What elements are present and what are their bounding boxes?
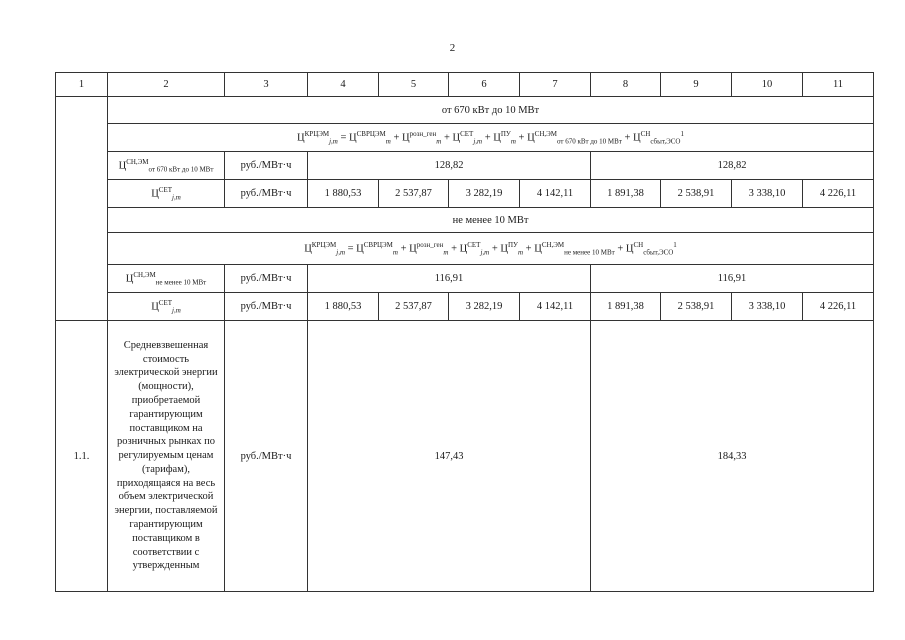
row-label: $Ц^{СН,ЭМ}_{не менее 10 МВт}$ bbox=[108, 265, 225, 293]
page-number: 2 bbox=[449, 42, 456, 54]
value-cell: 1 891,38 bbox=[591, 293, 661, 321]
value-cell: 184,33 bbox=[591, 321, 874, 592]
value-cell: 116,91 bbox=[308, 265, 591, 293]
section-title: от 670 кВт до 10 МВт bbox=[108, 97, 874, 124]
value-cell: 3 282,19 bbox=[449, 293, 520, 321]
row-label: $Ц^{СЕТ}_{j,m}$ bbox=[108, 293, 225, 321]
value-cell: 147,43 bbox=[308, 321, 591, 592]
price-formula: $Ц^{КРЦЭМ}_{j,m} = Ц^{СВРЦЭМ}_m + Ц^{розн\_ген}_m + Ц^{СЕТ}_{j,m} + Ц^{ПУ}_m + Ц^{СН,ЭМ}_{от 670 кВт до 10 МВт} + Ц^{СН}_{сбыт,ЭСО}^1$ bbox=[108, 124, 874, 152]
header-cell: 4 bbox=[308, 73, 379, 97]
value-cell: 1 880,53 bbox=[308, 180, 379, 208]
row-index: 1.1. bbox=[56, 321, 108, 592]
unit-cell: руб./МВт·ч bbox=[225, 293, 308, 321]
empty-index-cell bbox=[56, 97, 108, 321]
value-cell: 2 537,87 bbox=[379, 180, 449, 208]
row-description: Средневзвешенная стоимость электрической энергии (мощности), приобретаемой гарантирующим поставщиком на розничных рынках по регулируемым ценам (тарифам), приходящаяся на весь объем электрической энергии, поставляемой гарантирующим поставщиком в соответствии с утвержденным bbox=[108, 321, 225, 592]
value-cell: 4 226,11 bbox=[803, 180, 874, 208]
row-1-1 bbox=[56, 321, 874, 592]
header-cell: 1 bbox=[56, 73, 108, 97]
header-cell: 2 bbox=[108, 73, 225, 97]
value-cell: 128,82 bbox=[308, 152, 591, 180]
header-cell: 11 bbox=[803, 73, 874, 97]
value-cell: 128,82 bbox=[591, 152, 874, 180]
header-cell: 7 bbox=[520, 73, 591, 97]
price-formula: $Ц^{КРЦЭМ}_{j,m} = Ц^{СВРЦЭМ}_m + Ц^{розн\_ген}_m + Ц^{СЕТ}_{j,m} + Ц^{ПУ}_m + Ц^{СН,ЭМ}_{не менее 10 МВт} + Ц^{СН}_{сбыт,ЭСО}^1$ bbox=[108, 233, 874, 265]
value-cell: 116,91 bbox=[591, 265, 874, 293]
value-cell: 3 338,10 bbox=[732, 293, 803, 321]
value-cell: 3 338,10 bbox=[732, 180, 803, 208]
value-cell: 2 538,91 bbox=[661, 180, 732, 208]
tariff-table bbox=[55, 72, 874, 592]
header-cell: 10 bbox=[732, 73, 803, 97]
header-cell: 6 bbox=[449, 73, 520, 97]
unit-cell: руб./МВт·ч bbox=[225, 265, 308, 293]
header-cell: 8 bbox=[591, 73, 661, 97]
value-cell: 2 537,87 bbox=[379, 293, 449, 321]
value-cell: 4 142,11 bbox=[520, 293, 591, 321]
value-cell: 4 226,11 bbox=[803, 293, 874, 321]
header-row bbox=[56, 73, 874, 97]
header-cell: 5 bbox=[379, 73, 449, 97]
section-title: не менее 10 МВт bbox=[108, 208, 874, 233]
value-cell: 3 282,19 bbox=[449, 180, 520, 208]
unit-cell: руб./МВт·ч bbox=[225, 152, 308, 180]
value-cell: 4 142,11 bbox=[520, 180, 591, 208]
row-label: $Ц^{СЕТ}_{j,m}$ bbox=[108, 180, 225, 208]
header-cell: 3 bbox=[225, 73, 308, 97]
header-cell: 9 bbox=[661, 73, 732, 97]
unit-cell: руб./МВт·ч bbox=[225, 180, 308, 208]
value-cell: 1 880,53 bbox=[308, 293, 379, 321]
row-label: $Ц^{СН,ЭМ}_{от 670 кВт до 10 МВт}$ bbox=[108, 152, 225, 180]
value-cell: 1 891,38 bbox=[591, 180, 661, 208]
unit-cell: руб./МВт·ч bbox=[225, 321, 308, 592]
value-cell: 2 538,91 bbox=[661, 293, 732, 321]
